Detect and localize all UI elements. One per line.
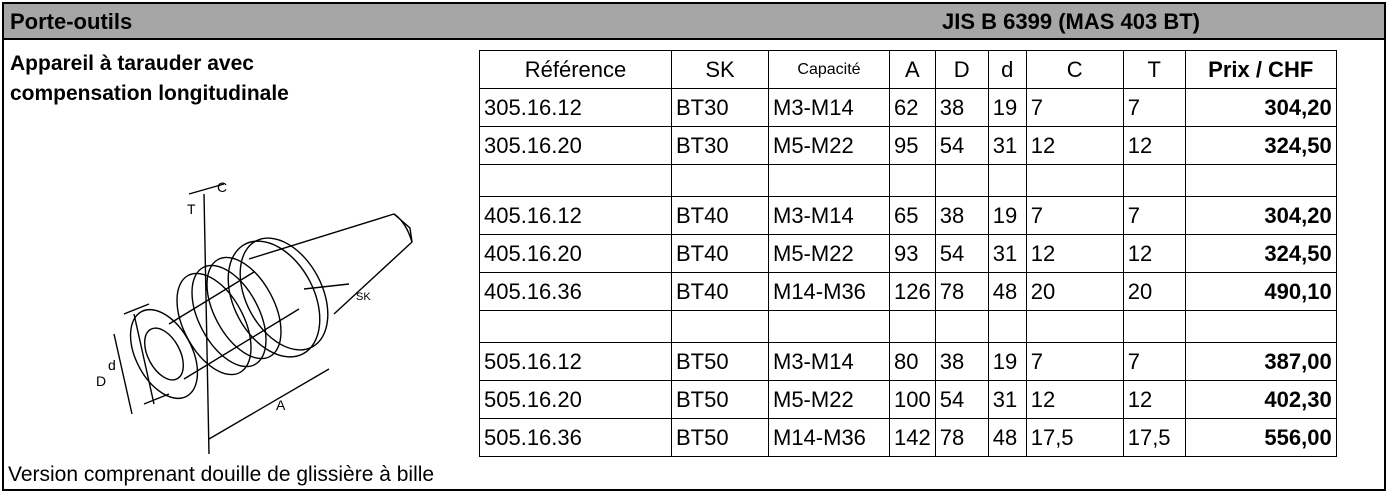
cell-d-lower xyxy=(988,165,1026,197)
table-row xyxy=(480,381,1337,419)
column-header-d-upper: D xyxy=(935,51,988,89)
cell-reference xyxy=(480,165,672,197)
table-row xyxy=(480,419,1337,457)
cell-a: 95 xyxy=(890,127,936,165)
cell-c xyxy=(1026,165,1123,197)
cell-price: 556,00 xyxy=(1185,419,1336,457)
figure-label-c: C xyxy=(217,179,228,195)
cell-d-upper: 54 xyxy=(935,381,988,419)
cell-reference: 305.16.20 xyxy=(480,127,672,165)
cell-d-upper: 54 xyxy=(935,235,988,273)
cell-reference: 405.16.20 xyxy=(480,235,672,273)
cell-price: 304,20 xyxy=(1185,197,1336,235)
cell-t: 12 xyxy=(1123,127,1185,165)
cell-c: 20 xyxy=(1026,273,1123,311)
cell-capacity: M5-M22 xyxy=(769,127,890,165)
table-header-row xyxy=(480,51,1337,89)
cell-a: 93 xyxy=(890,235,936,273)
cell-price: 324,50 xyxy=(1185,127,1336,165)
cell-t: 12 xyxy=(1123,235,1185,273)
cell-d-lower: 19 xyxy=(988,197,1026,235)
tool-holder-outline xyxy=(114,184,412,454)
cell-a xyxy=(890,311,936,343)
column-header-d-lower: d xyxy=(988,51,1026,89)
cell-a xyxy=(890,165,936,197)
cell-sk: BT50 xyxy=(672,381,769,419)
column-header-capacity: Capacité xyxy=(769,51,890,89)
cell-d-lower: 48 xyxy=(988,273,1026,311)
cell-a: 65 xyxy=(890,197,936,235)
table-body xyxy=(480,89,1337,457)
cell-d-upper xyxy=(935,165,988,197)
table-row xyxy=(480,197,1337,235)
cell-sk: BT50 xyxy=(672,419,769,457)
figure-label-d-upper: D xyxy=(96,373,107,389)
cell-d-upper xyxy=(935,311,988,343)
cell-a: 62 xyxy=(890,89,936,127)
product-subtitle: Appareil à tarauder avec compensation longitudinale xyxy=(10,52,289,105)
cell-capacity: M14-M36 xyxy=(769,419,890,457)
footnote: Version comprenant douille de glissière à bille xyxy=(8,463,435,486)
cell-capacity xyxy=(769,311,890,343)
cell-price xyxy=(1185,165,1336,197)
cell-reference xyxy=(480,311,672,343)
cell-d-lower xyxy=(988,311,1026,343)
cell-t xyxy=(1123,165,1185,197)
cell-t: 7 xyxy=(1123,197,1185,235)
cell-t: 12 xyxy=(1123,381,1185,419)
cell-c: 7 xyxy=(1026,197,1123,235)
table-row xyxy=(480,343,1337,381)
cell-sk: BT50 xyxy=(672,343,769,381)
cell-d-lower: 19 xyxy=(988,343,1026,381)
cell-sk xyxy=(672,311,769,343)
figure-label-a: A xyxy=(276,397,286,413)
cell-capacity: M14-M36 xyxy=(769,273,890,311)
cell-c: 7 xyxy=(1026,343,1123,381)
standard-title: JIS B 6399 (MAS 403 BT) xyxy=(942,9,1200,34)
cell-a: 142 xyxy=(890,419,936,457)
cell-sk xyxy=(672,165,769,197)
cell-d-lower: 48 xyxy=(988,419,1026,457)
cell-price: 402,30 xyxy=(1185,381,1336,419)
cell-price: 490,10 xyxy=(1185,273,1336,311)
cell-t: 7 xyxy=(1123,343,1185,381)
cell-d-lower: 31 xyxy=(988,127,1026,165)
figure-label-t: T xyxy=(187,201,196,217)
cell-reference: 505.16.36 xyxy=(480,419,672,457)
cell-sk: BT30 xyxy=(672,127,769,165)
cell-t xyxy=(1123,311,1185,343)
cell-capacity: M5-M22 xyxy=(769,381,890,419)
cell-sk: BT40 xyxy=(672,235,769,273)
cell-reference: 305.16.12 xyxy=(480,89,672,127)
cell-sk: BT40 xyxy=(672,273,769,311)
cell-c: 17,5 xyxy=(1026,419,1123,457)
cell-capacity: M3-M14 xyxy=(769,343,890,381)
cell-t: 17,5 xyxy=(1123,419,1185,457)
column-header-price: Prix / CHF xyxy=(1185,51,1336,89)
cell-d-upper: 78 xyxy=(935,273,988,311)
cell-c: 7 xyxy=(1026,89,1123,127)
cell-d-lower: 19 xyxy=(988,89,1026,127)
cell-capacity xyxy=(769,165,890,197)
table-row xyxy=(480,127,1337,165)
cell-price: 304,20 xyxy=(1185,89,1336,127)
cell-d-upper: 54 xyxy=(935,127,988,165)
column-header-sk: SK xyxy=(672,51,769,89)
table-row xyxy=(480,165,1337,197)
cell-price xyxy=(1185,311,1336,343)
cell-price: 324,50 xyxy=(1185,235,1336,273)
tool-holder-drawing xyxy=(94,164,434,454)
cell-a: 80 xyxy=(890,343,936,381)
price-table xyxy=(479,50,1337,457)
cell-a: 126 xyxy=(890,273,936,311)
table-row xyxy=(480,235,1337,273)
cell-d-upper: 78 xyxy=(935,419,988,457)
cell-a: 100 xyxy=(890,381,936,419)
cell-d-upper: 38 xyxy=(935,343,988,381)
figure-label-sk: SK xyxy=(356,291,371,303)
cell-d-lower: 31 xyxy=(988,381,1026,419)
section-title: Porte-outils xyxy=(10,9,133,34)
cell-reference: 405.16.36 xyxy=(480,273,672,311)
cell-c: 12 xyxy=(1026,381,1123,419)
cell-c xyxy=(1026,311,1123,343)
cell-sk: BT30 xyxy=(672,89,769,127)
cell-capacity: M3-M14 xyxy=(769,197,890,235)
cell-reference: 505.16.20 xyxy=(480,381,672,419)
cell-d-upper: 38 xyxy=(935,197,988,235)
cell-d-upper: 38 xyxy=(935,89,988,127)
cell-price: 387,00 xyxy=(1185,343,1336,381)
column-header-reference: Référence xyxy=(480,51,672,89)
cell-c: 12 xyxy=(1026,235,1123,273)
cell-reference: 405.16.12 xyxy=(480,197,672,235)
cell-reference: 505.16.12 xyxy=(480,343,672,381)
column-header-c: C xyxy=(1026,51,1123,89)
cell-capacity: M3-M14 xyxy=(769,89,890,127)
cell-sk: BT40 xyxy=(672,197,769,235)
table-row xyxy=(480,311,1337,343)
cell-c: 12 xyxy=(1026,127,1123,165)
cell-capacity: M5-M22 xyxy=(769,235,890,273)
cell-t: 7 xyxy=(1123,89,1185,127)
header-bar xyxy=(4,4,1384,40)
cell-t: 20 xyxy=(1123,273,1185,311)
figure-label-d-lower: d xyxy=(108,357,116,373)
column-header-a: A xyxy=(890,51,936,89)
table-row xyxy=(480,273,1337,311)
table-row xyxy=(480,89,1337,127)
column-header-t: T xyxy=(1123,51,1185,89)
cell-d-lower: 31 xyxy=(988,235,1026,273)
